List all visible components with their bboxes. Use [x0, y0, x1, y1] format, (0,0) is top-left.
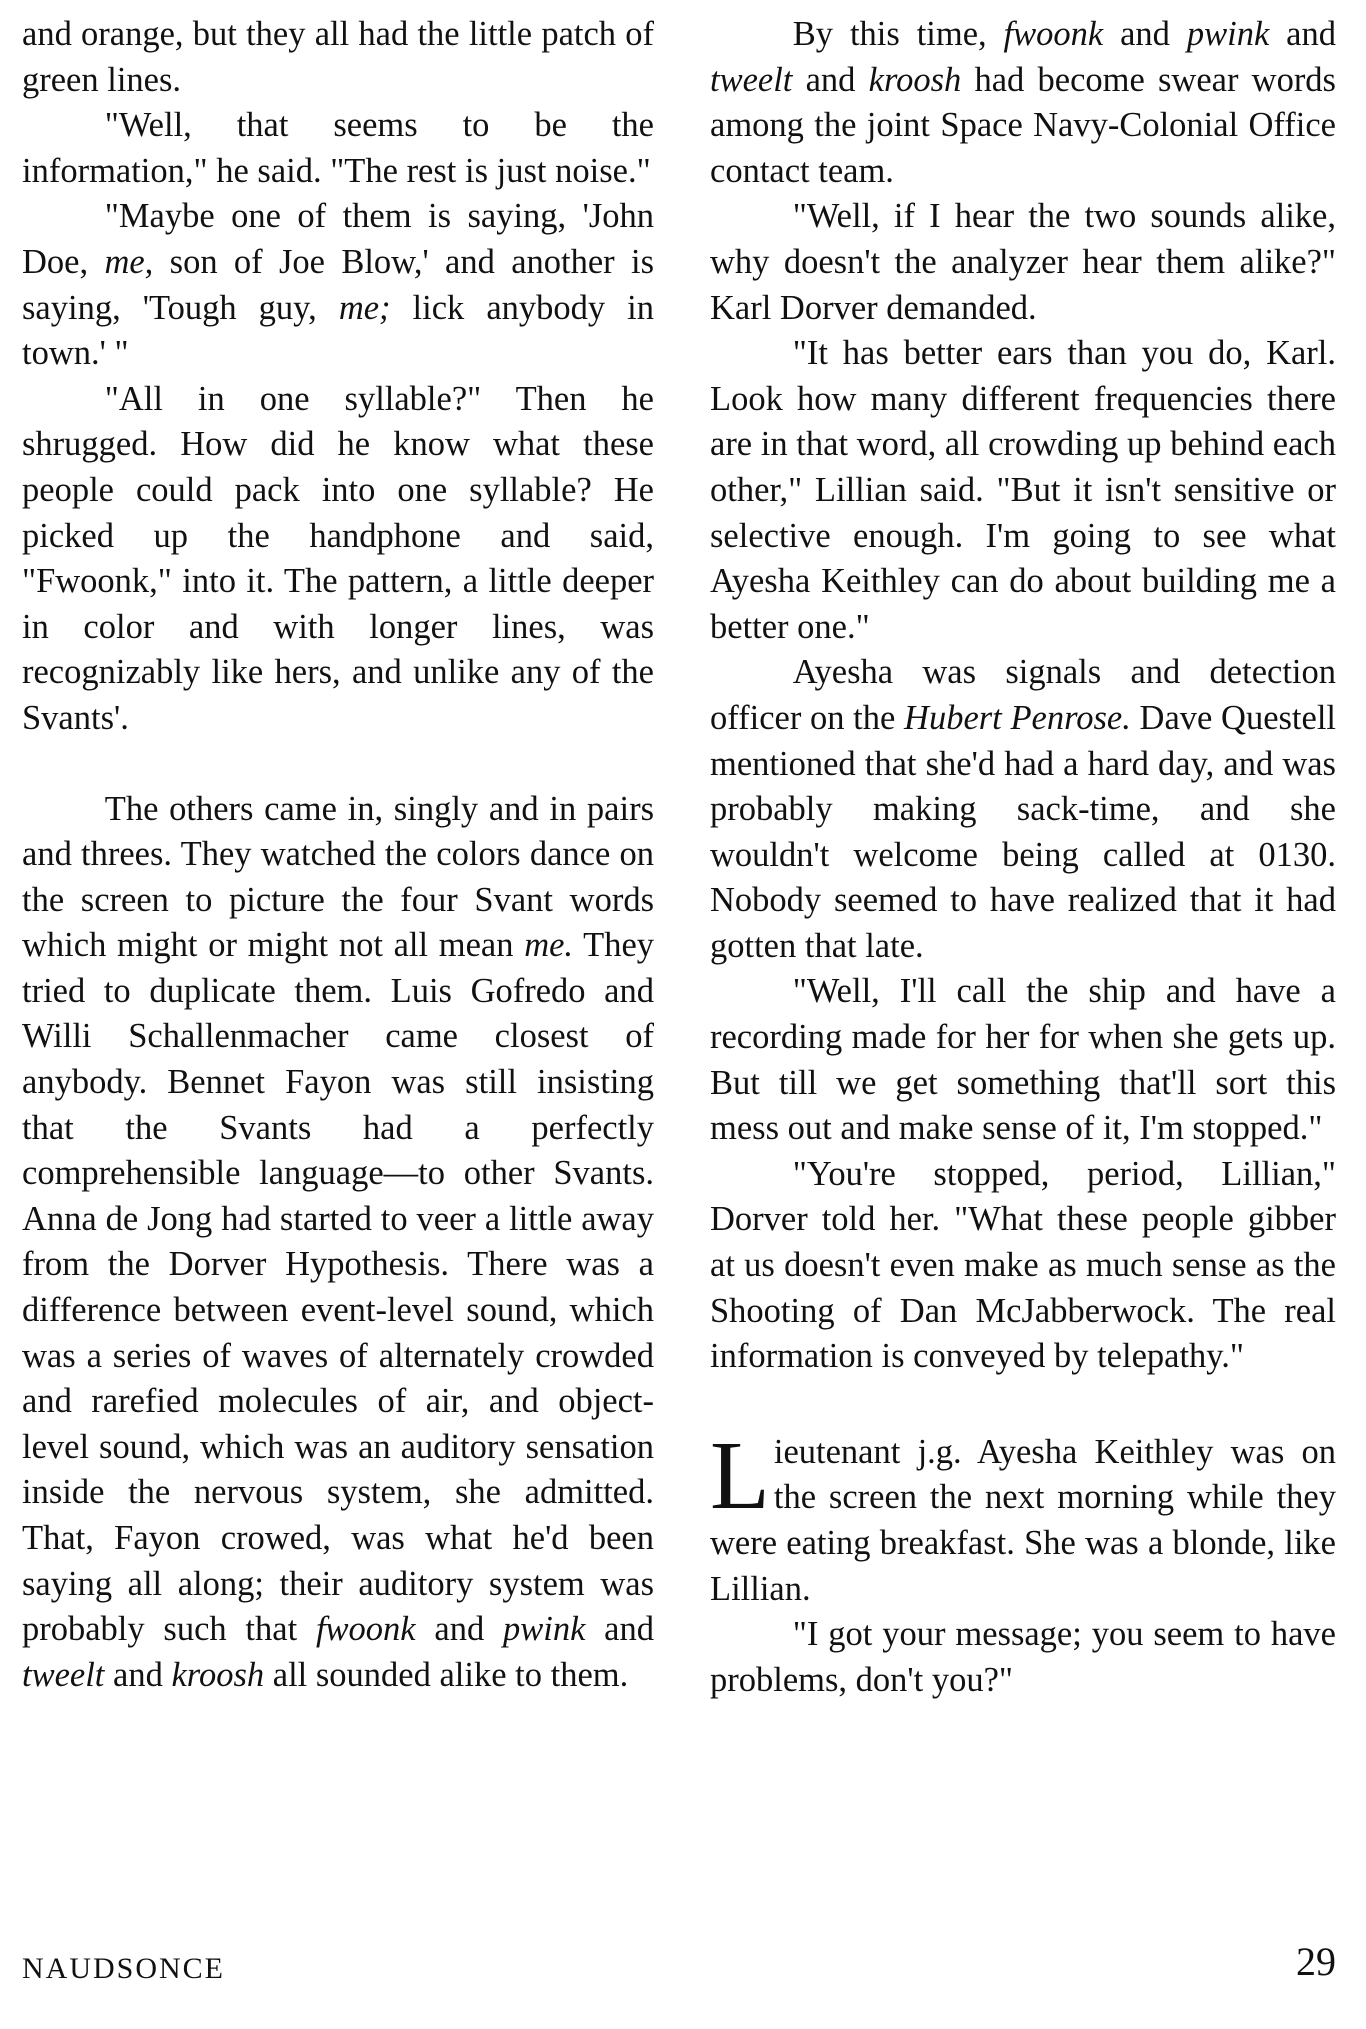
text-run: The others came in, singly and in pairs and threes. They watched the colors dance on the screen to picture the four Svant words which might or might not all mean — [22, 789, 654, 965]
paragraph — [22, 787, 654, 1699]
paragraph: and orange, but they all had the little patch of green lines. — [22, 15, 654, 99]
text-run: and — [1103, 15, 1187, 53]
text-run: "Maybe one of them is saying, 'John Doe, — [22, 197, 654, 281]
paragraph — [710, 1421, 1336, 1612]
paragraph — [22, 194, 654, 376]
italic-word: fwoonk — [1003, 15, 1104, 53]
text-run: Ayesha was signals and detection officer on the — [710, 653, 1336, 737]
italic-word: tweelt — [710, 60, 793, 99]
paragraph: "It has better ears than you do, Karl. Look how many different frequencies there are in that word, all crowding up behind each other," Lillian said. "But it isn't sensitive or selective enough. I'm going to see what Ayesha Keithley can do about building me a better one." — [710, 334, 1336, 646]
paragraph: "I got your message; you seem to have problems, don't you?" — [710, 1615, 1336, 1699]
italic-word: fwoonk — [315, 1610, 416, 1649]
italic-word: kroosh — [868, 60, 962, 99]
italic-word: kroosh — [171, 1655, 265, 1694]
left-column — [22, 12, 654, 1698]
text-run: By this time, — [792, 15, 1004, 53]
drop-cap: L — [710, 1421, 770, 1530]
paragraph: "You're stopped, period, Lillian," Dorver told her. "What these people gibber at us doesn't even make as much sense as the Shooting of Dan McJabberwock. The real information is conveyed by telepathy." — [710, 1154, 1336, 1376]
right-column — [710, 12, 1336, 1703]
text-run: had become swear words among the joint Space Navy-Colonial Office contact team. — [710, 60, 1336, 190]
italic-word: pwink — [1186, 15, 1270, 53]
paragraph — [710, 650, 1336, 969]
text-run: ieutenant j.g. Ayesha Keithley was on the screen the next morning while they were eating breakfast. She was a blonde, like Lillian. — [710, 1432, 1336, 1608]
paragraph: "Well, if I hear the two sounds alike, why doesn't the analyzer hear them alike?" Karl Dorver demanded. — [710, 197, 1336, 327]
text-run: Dave Questell mentioned that she'd had a hard day, and was probably making sack-time, and she wouldn't welcome being called at 0130. Nobody seemed to have realized that it had gotten that late. — [710, 698, 1337, 965]
italic-word: me, — [104, 242, 154, 281]
paragraph: "Well, I'll call the ship and have a recording made for her for when she gets up. But till we get something that'll sort this mess out and make sense of it, I'm stopped." — [710, 972, 1336, 1148]
italic-word: me; — [338, 288, 391, 327]
text-run: and — [104, 1655, 172, 1694]
text-run: lick anybody in town.' " — [22, 288, 654, 373]
italic-ship-name: Hubert Penrose. — [904, 698, 1131, 737]
italic-word: me. — [524, 926, 574, 965]
paragraph: "Well, that seems to be the information," he said. "The rest is just noise." — [22, 106, 654, 190]
text-run: and — [585, 1610, 654, 1649]
text-run: and — [792, 60, 869, 99]
paragraph — [710, 12, 1336, 194]
italic-word: tweelt — [22, 1655, 105, 1694]
text-run: son of Joe Blow,' and another is saying, 'Tough guy, — [22, 242, 654, 327]
text-run: They tried to duplicate them. Luis Gofredo and Willi Schallenmacher came closest of anybody. Bennet Fayon was still insisting that the Svants had a perfectly comprehensible language—to other Svants. Anna de Jong had started to veer a little away from the Dorver Hypothesis. There was a difference between event-level sound, which was a series of waves of alternately crowded and rarefied molecules of air, and object-level sound, which was an auditory sensation inside the nervous system, she admitted. That, Fayon crowed, was what he'd been saying all along; their auditory system was probably such that — [22, 926, 655, 1649]
italic-word: pwink — [502, 1610, 586, 1649]
page-number: 29 — [1296, 1939, 1336, 1984]
text-run: and — [415, 1610, 503, 1649]
paragraph: "All in one syllable?" Then he shrugged. How did he know what these people could pack into one syllable? He picked up the handphone and said, "Fwoonk," into it. The pattern, a little deeper in color and with longer lines, was recognizably like hers, and unlike any of the Svants'. — [22, 379, 654, 737]
running-footer-title: NAUDSONCE — [22, 1952, 226, 1985]
text-run: and — [1269, 15, 1336, 53]
text-run: all sounded alike to them. — [264, 1655, 629, 1694]
